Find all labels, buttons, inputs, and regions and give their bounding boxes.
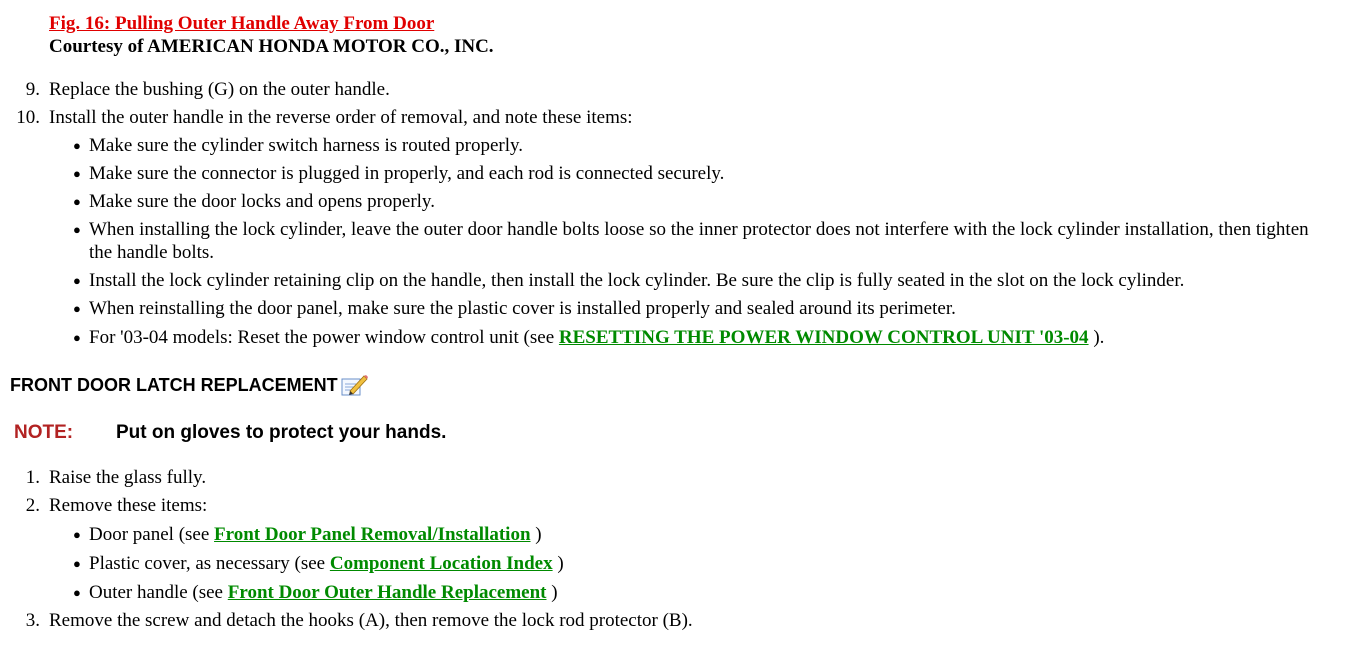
list-item: ● When installing the lock cylinder, leave the outer door handle bolts loose so the inner protector does not interfere with the lock cylinder installation, then tighten the handle bolts. bbox=[73, 219, 1309, 263]
step-text: Replace the bushing (G) on the outer handle. bbox=[49, 79, 390, 100]
edit-note-icon[interactable] bbox=[340, 373, 368, 397]
step-item bbox=[0, 609, 1355, 637]
step-text: Remove these items: bbox=[49, 495, 208, 516]
link-front-door-outer-handle[interactable]: Front Door Outer Handle Replacement bbox=[227, 582, 547, 603]
install-notes-list bbox=[0, 134, 1355, 354]
step-item bbox=[0, 494, 1355, 523]
step-number: 2. bbox=[25, 495, 40, 516]
step-item bbox=[0, 466, 1355, 494]
list-item: ● Install the lock cylinder retaining clip on the handle, then install the lock cylinder. Be sure the clip is fully seated in the slot on the lock cylinder. bbox=[73, 270, 1185, 291]
step-text: Install the outer handle in the reverse order of removal, and note these items: bbox=[49, 107, 633, 128]
bullet-icon: ● bbox=[73, 301, 81, 316]
list-item: ● Door panel (see Front Door Panel Removal/Installation ) bbox=[73, 524, 542, 545]
list-item: ● Make sure the connector is plugged in properly, and each rod is connected securely. bbox=[73, 163, 725, 184]
link-resetting-power-window[interactable]: RESETTING THE POWER WINDOW CONTROL UNIT '03-04 bbox=[558, 327, 1089, 348]
section-title: FRONT DOOR LATCH REPLACEMENT bbox=[10, 375, 338, 395]
steps-list-outer-handle bbox=[0, 78, 1355, 354]
step-text: Raise the glass fully. bbox=[49, 467, 207, 488]
bullet-icon: ● bbox=[73, 222, 81, 237]
bullet-icon: ● bbox=[73, 330, 81, 345]
section-heading bbox=[10, 373, 368, 397]
list-item: ● Make sure the door locks and opens properly. bbox=[73, 191, 435, 212]
remove-items-list bbox=[0, 523, 1355, 609]
step-item bbox=[0, 78, 1355, 106]
step-number: 1. bbox=[25, 467, 40, 488]
bullet-icon: ● bbox=[73, 166, 81, 181]
bullet-icon: ● bbox=[73, 556, 81, 571]
bullet-icon: ● bbox=[73, 273, 81, 288]
note-text: Put on gloves to protect your hands. bbox=[116, 422, 447, 443]
step-item bbox=[0, 106, 1355, 134]
bullet-icon: ● bbox=[73, 527, 81, 542]
list-item: ● When reinstalling the door panel, make sure the plastic cover is installed properly and sealed around its perimeter. bbox=[73, 298, 956, 319]
link-front-door-panel[interactable]: Front Door Panel Removal/Installation bbox=[214, 524, 531, 545]
step-number: 3. bbox=[25, 610, 40, 631]
steps-list-latch bbox=[0, 466, 1355, 637]
step-number: 10. bbox=[16, 107, 40, 128]
bullet-icon: ● bbox=[73, 585, 81, 600]
list-item: ● Outer handle (see Front Door Outer Handle Replacement ) bbox=[73, 582, 558, 603]
figure-courtesy: Courtesy of AMERICAN HONDA MOTOR CO., INC. bbox=[49, 36, 494, 57]
note-label: NOTE: bbox=[14, 422, 74, 443]
figure-title: Fig. 16: Pulling Outer Handle Away From Door bbox=[49, 13, 435, 34]
note-callout bbox=[14, 421, 446, 445]
link-component-location-index[interactable]: Component Location Index bbox=[329, 553, 553, 574]
list-item: ● Make sure the cylinder switch harness is routed properly. bbox=[73, 135, 524, 156]
list-item: ● For '03-04 models: Reset the power window control unit (see RESETTING THE POWER WINDOW CONTROL UNIT '03-04 ). bbox=[73, 327, 1105, 348]
bullet-icon: ● bbox=[73, 138, 81, 153]
step-number: 9. bbox=[25, 79, 40, 100]
list-item: ● Plastic cover, as necessary (see Component Location Index ) bbox=[73, 553, 564, 574]
figure-caption bbox=[49, 12, 494, 58]
bullet-icon: ● bbox=[73, 194, 81, 209]
step-text: Remove the screw and detach the hooks (A), then remove the lock rod protector (B). bbox=[49, 610, 693, 631]
